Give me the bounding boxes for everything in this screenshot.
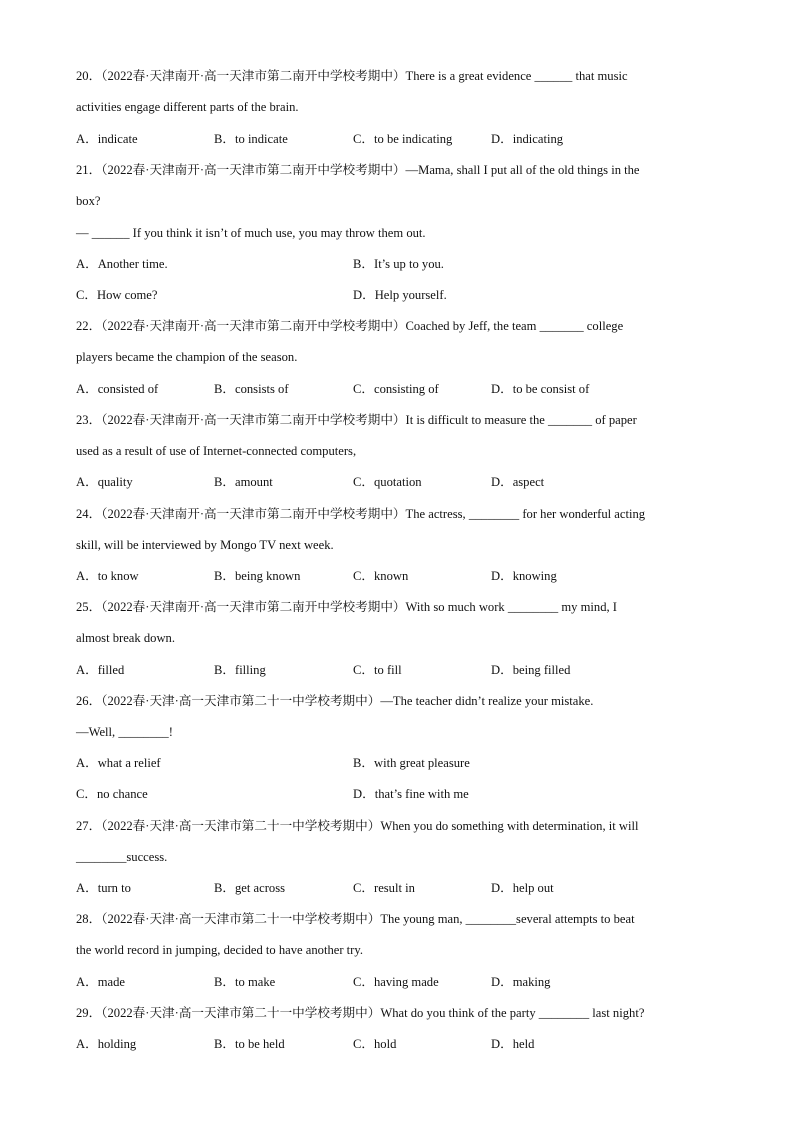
question-28-option-b: B．to make	[214, 975, 276, 989]
question-20-option-a: A．indicate	[76, 132, 138, 146]
question-26-line-2: —Well, ________!	[76, 725, 173, 739]
question-22-option-c: C．consisting of	[353, 382, 439, 396]
question-24-option-d: D．knowing	[491, 569, 557, 583]
question-27-option-d: D．help out	[491, 881, 554, 895]
question-23-option-b: B．amount	[214, 475, 273, 489]
question-21-option-a: A．Another time.	[76, 257, 168, 271]
question-24-option-a: A．to know	[76, 569, 139, 583]
question-25-option-c: C．to fill	[353, 663, 402, 677]
question-22-line-1: 22．（2022春·天津南开·高一天津市第二南开中学校考期中）Coached by Jeff, the team _______ college	[76, 319, 624, 333]
question-22-option-b: B．consists of	[214, 382, 289, 396]
question-28-option-a: A．made	[76, 975, 125, 989]
question-20-option-c: C．to be indicating	[353, 132, 453, 146]
question-23-option-c: C．quotation	[353, 475, 422, 489]
question-28-option-d: D．making	[491, 975, 551, 989]
question-24-line-1: 24．（2022春·天津南开·高一天津市第二南开中学校考期中）The actress, ________ for her wonderful acting	[76, 507, 646, 521]
question-23-option-a: A．quality	[76, 475, 133, 489]
question-20-line-2: activities engage different parts of the brain.	[76, 100, 299, 114]
question-24-option-b: B．being known	[214, 569, 301, 583]
question-22-line-2: players became the champion of the season.	[76, 350, 298, 364]
question-21-option-d: D．Help yourself.	[353, 288, 447, 302]
question-23-option-d: D．aspect	[491, 475, 545, 489]
question-23-line-2: used as a result of use of Internet-connected computers,	[76, 444, 357, 458]
question-28-line-1: 28．（2022春·天津·高一天津市第二十一中学校考期中）The young man, ________several attempts to beat	[76, 912, 635, 926]
question-27-option-a: A．turn to	[76, 881, 131, 895]
question-22-option-d: D．to be consist of	[491, 382, 590, 396]
question-27-line-2: ________success.	[76, 850, 168, 864]
question-23-line-1: 23．（2022春·天津南开·高一天津市第二南开中学校考期中）It is difficult to measure the _______ of paper	[76, 413, 637, 427]
question-24-line-2: skill, will be interviewed by Mongo TV next week.	[76, 538, 334, 552]
question-20-option-d: D．indicating	[491, 132, 564, 146]
question-25-option-d: D．being filled	[491, 663, 571, 677]
question-27-option-b: B．get across	[214, 881, 285, 895]
question-28-option-c: C．having made	[353, 975, 439, 989]
question-29-option-b: B．to be held	[214, 1037, 285, 1051]
question-28-line-2: the world record in jumping, decided to have another try.	[76, 943, 363, 957]
question-25-line-1: 25．（2022春·天津南开·高一天津市第二南开中学校考期中）With so much work ________ my mind, I	[76, 600, 617, 614]
question-21-line-3: — ______ If you think it isn’t of much use, you may throw them out.	[76, 226, 426, 240]
question-29-option-d: D．held	[491, 1037, 535, 1051]
question-25-option-a: A．filled	[76, 663, 125, 677]
question-26-line-1: 26．（2022春·天津·高一天津市第二十一中学校考期中）—The teacher didn’t realize your mistake.	[76, 694, 594, 708]
question-22-option-a: A．consisted of	[76, 382, 159, 396]
question-21-line-1: 21．（2022春·天津南开·高一天津市第二南开中学校考期中）—Mama, shall I put all of the old things in the	[76, 163, 640, 177]
question-20-line-1: 20．（2022春·天津南开·高一天津市第二南开中学校考期中）There is a great evidence ______ that music	[76, 69, 628, 83]
question-25-line-2: almost break down.	[76, 631, 175, 645]
question-27-line-1: 27．（2022春·天津·高一天津市第二十一中学校考期中）When you do something with determination, it will	[76, 819, 639, 833]
question-21-line-2: box?	[76, 194, 101, 208]
question-24-option-c: C．known	[353, 569, 409, 583]
question-20-option-b: B．to indicate	[214, 132, 288, 146]
question-29-line-1: 29．（2022春·天津·高一天津市第二十一中学校考期中）What do you think of the party ________ last night?	[76, 1006, 645, 1020]
question-29-option-c: C．hold	[353, 1037, 397, 1051]
question-26-option-c: C．no chance	[76, 787, 148, 801]
question-25-option-b: B．filling	[214, 663, 266, 677]
question-21-option-c: C．How come?	[76, 288, 158, 302]
question-26-option-b: B．with great pleasure	[353, 756, 470, 770]
question-27-option-c: C．result in	[353, 881, 415, 895]
question-26-option-a: A．what a relief	[76, 756, 161, 770]
question-29-option-a: A．holding	[76, 1037, 137, 1051]
question-26-option-d: D．that’s fine with me	[353, 787, 469, 801]
question-21-option-b: B．It’s up to you.	[353, 257, 444, 271]
